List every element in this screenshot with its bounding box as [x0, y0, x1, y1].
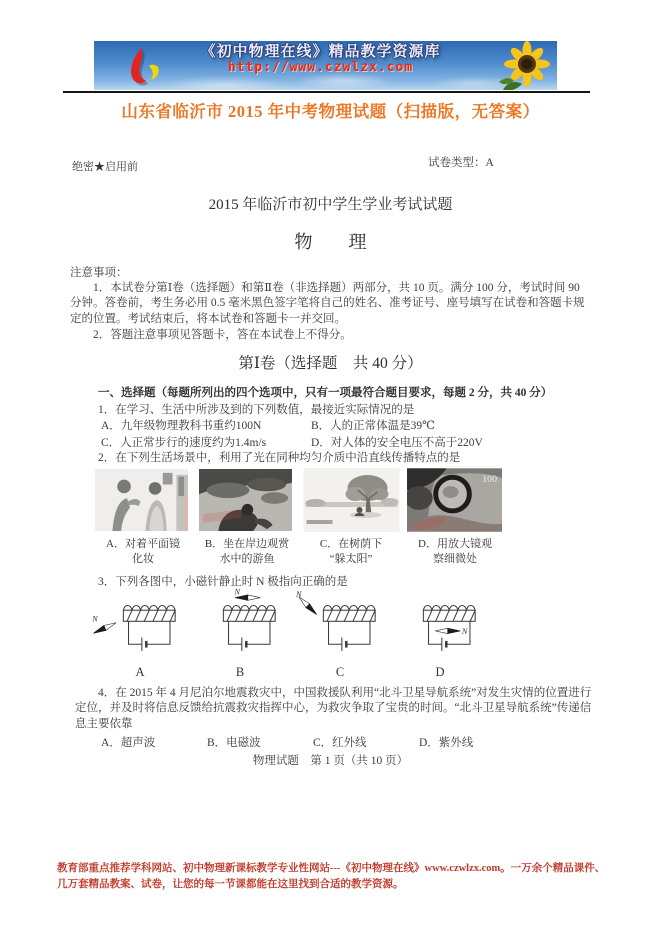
needle-n-label: N [295, 589, 302, 599]
q3-label-b: B [235, 665, 245, 679]
sunflower-image [499, 41, 553, 90]
q3-diagram-c [290, 588, 390, 680]
q4-option-b: B．电磁波 [207, 737, 261, 749]
q2-caption-b: B．坐在岸边观赏 水中的游鱼 [204, 538, 290, 565]
divider-line [63, 91, 590, 93]
q2-caption-c: C．在树荫下 “躲太阳” [319, 538, 383, 565]
question-2-text: 2．在下列生活场景中，利用了光在同种均匀介质中沿直线传播特点的是 [98, 452, 461, 464]
q4-option-d: D．紫外线 [419, 737, 474, 749]
notes-label: 注意事项： [70, 267, 128, 279]
q1-option-c: C．人正常步行的速度约为1.4m/s [101, 437, 267, 450]
note-2: 2．答题注意事项见答题卡，答在本试卷上不得分。 [93, 329, 352, 341]
page-title: 山东省临沂市 2015 年中考物理试题（扫描版，无答案） [121, 102, 540, 121]
photo-mirror-makeup [95, 468, 188, 532]
solenoid-compass-diagram-d [390, 588, 490, 662]
photo-tree-shade [303, 468, 400, 532]
banknote-100-label: 100 [482, 474, 498, 486]
site-logo-icon [116, 43, 168, 87]
section1-title: 第Ⅰ卷（选择题 共 40 分） [238, 355, 423, 372]
q2-figure-c [303, 468, 399, 567]
photo-watching-fish [199, 468, 292, 532]
q3-label-c: C [335, 665, 345, 679]
question-3-text: 3．下列各图中，小磁针静止时 N 极指向正确的是 [98, 576, 348, 588]
q1-option-a: A．九年级物理教科书重约100N [101, 420, 262, 432]
q3-diagram-a [90, 588, 190, 680]
q2-figure-a [95, 468, 191, 567]
solenoid-compass-diagram-a [90, 588, 190, 662]
needle-n-label: N [234, 588, 240, 597]
banner-site-title: 《初中物理在线》精品教学资源库 [200, 44, 441, 60]
exam-title: 2015 年临沂市初中学生学业考试试题 [208, 197, 453, 213]
exam-page-number: 物理试题 第 1 页（共 10 页） [252, 755, 409, 767]
q3-label-a: A [135, 665, 145, 679]
exam-subject: 物 理 [294, 232, 367, 252]
question-4-options [101, 734, 525, 750]
q2-caption-a: A．对着平面镜 化妆 [106, 538, 180, 565]
secrecy-label: 绝密★启用前 [72, 161, 138, 173]
photo-magnifier-banknote [407, 468, 502, 532]
question-4-text: 4．在 2015 年 4 月尼泊尔地震救灾中，中国救援队利用“北斗卫星导航系统”对发生灾情的位置进行定位，并及时将信息反馈给抗震救灾指挥中心，为救灾争取了宝贵的时间。“北斗卫星导航系统”传递信息主要依靠 [75, 687, 592, 730]
q2-figure-b [199, 468, 295, 567]
q2-figure-d [407, 468, 503, 567]
q1-option-d: D．对人体的安全电压不高于220V [311, 437, 483, 450]
needle-n-label: N [92, 614, 98, 624]
question-3-diagrams [90, 588, 510, 680]
q3-diagram-d [390, 588, 490, 680]
question-1-options [101, 419, 599, 452]
q1-option-b: B．人的正常体温是39℃ [311, 420, 436, 432]
q2-caption-d: D．用放大镜观 察细微处 [418, 538, 492, 565]
question-2-photos [95, 468, 570, 567]
section1-intro: 一、选择题（每题所列出的四个选项中，只有一项最符合题目要求，每题 2 分，共 40 分） [98, 387, 553, 399]
q4-option-c: C．红外线 [313, 737, 367, 749]
paper-type-label: 试卷类型：A [428, 157, 494, 169]
banner-site-url: http://www.czwlzx.com [227, 60, 414, 76]
q3-label-d: D [435, 665, 445, 679]
needle-n-label: N [461, 626, 468, 636]
note-1: 1．本试卷分第Ⅰ卷（选择题）和第Ⅱ卷（非选择题）两部分，共 10 页。满分 100 分，考试时间 90 分钟。答卷前，考生务必用 0.5 毫米黑色签字笔将自己的姓名、准考证号、座号填写在试卷和答题卡规定的位置。考试结束后，将本试卷和答题卡一并交回。 [70, 282, 585, 325]
promo-footer-text: 教育部重点推荐学科网站、初中物理新课标教学专业性网站---《初中物理在线》www.czwlzx.com。一万余个精品课件、几万套精品教案、试卷，让您的每一节课都能在这里找到合适的教学资源。 [57, 863, 606, 890]
solenoid-compass-diagram-c [290, 588, 390, 662]
question-1-text: 1．在学习、生活中所涉及到的下列数值，最接近实际情况的是 [98, 404, 415, 416]
solenoid-compass-diagram-b [190, 588, 290, 662]
q3-diagram-b [190, 588, 290, 680]
banner-text [180, 44, 461, 76]
site-banner [94, 41, 557, 90]
q4-option-a: A．超声波 [101, 737, 156, 749]
